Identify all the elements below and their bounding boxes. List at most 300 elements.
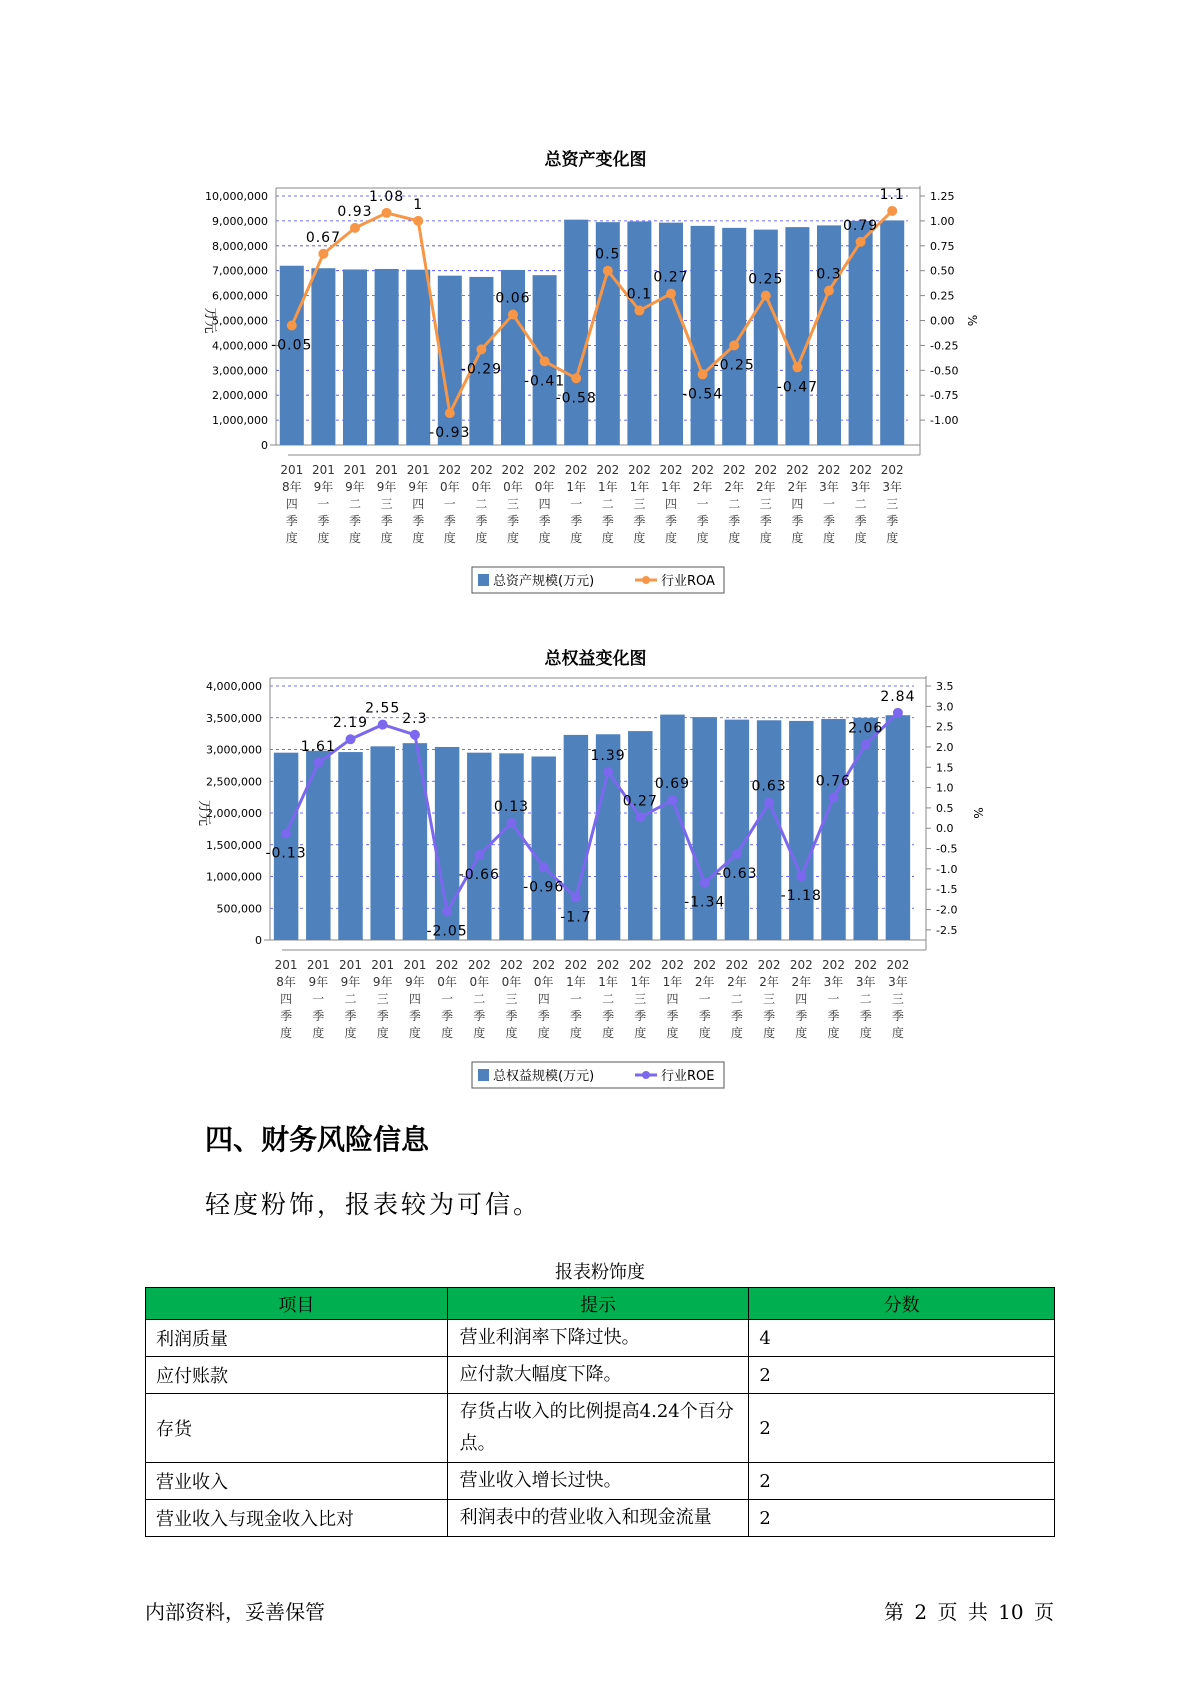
line-point: [318, 249, 328, 259]
data-label: 0.5: [595, 246, 621, 263]
right-tick-label: 0.50: [930, 264, 955, 278]
x-tick-label: 一: [312, 992, 325, 1006]
line-point: [698, 369, 708, 379]
x-tick-label: 度: [791, 531, 804, 545]
right-tick-label: 1.5: [936, 761, 954, 775]
x-tick-label: 度: [795, 1026, 808, 1040]
left-tick-label: 2,500,000: [206, 775, 262, 789]
data-label: -2.05: [426, 923, 468, 940]
x-tick-label: 季: [822, 514, 836, 528]
x-tick-label: 季: [569, 1009, 582, 1023]
x-tick-label: 201: [274, 958, 298, 972]
x-tick-label: 季: [730, 1009, 743, 1023]
x-tick-label: 202: [789, 958, 813, 972]
line-point: [350, 223, 360, 233]
line-point: [442, 907, 452, 917]
line-point: [634, 306, 644, 316]
x-tick-label: 0年: [471, 480, 492, 494]
line-point: [378, 720, 388, 730]
x-tick-label: 1年: [597, 480, 618, 494]
x-tick-label: 202: [596, 958, 620, 972]
x-tick-label: 9年: [405, 975, 425, 989]
line-point: [666, 289, 676, 299]
x-tick-label: 二: [348, 497, 362, 511]
x-tick-label: 四: [280, 992, 293, 1006]
line-point: [732, 849, 742, 859]
data-label: 0.1: [626, 286, 653, 303]
x-tick-label: 1年: [661, 480, 681, 494]
x-tick-label: 季: [344, 1009, 357, 1023]
legend-bar-label: 总权益规模(万元): [493, 1069, 595, 1084]
x-tick-label: 度: [506, 531, 520, 545]
x-tick-label: 季: [408, 1009, 421, 1023]
footer-page-number: 第 2 页 共 10 页: [884, 1600, 1054, 1624]
x-tick-label: 季: [538, 514, 551, 528]
x-tick-label: 202: [628, 958, 652, 972]
data-label: 0.3: [816, 266, 842, 283]
x-tick-label: 202: [564, 958, 588, 972]
section-heading: 四、财务风险信息: [205, 1123, 430, 1156]
x-tick-label: 二: [473, 992, 486, 1006]
bar: [789, 721, 813, 940]
bar: [338, 752, 362, 940]
chart-title-assets: 总资产变化图: [544, 150, 647, 170]
line-point: [861, 740, 871, 750]
x-tick-label: 季: [441, 1009, 454, 1023]
legend-bar-swatch: [478, 574, 489, 586]
right-tick-label: 0.25: [930, 289, 955, 303]
x-tick-label: 度: [763, 1026, 776, 1040]
right-tick-label: 1.0: [936, 781, 954, 795]
line-point: [824, 286, 834, 296]
x-tick-label: 季: [380, 514, 393, 528]
x-tick-label: 9年: [372, 975, 393, 989]
data-label: 0.76: [815, 773, 852, 790]
x-tick-label: 度: [317, 531, 330, 545]
line-point: [540, 356, 550, 366]
right-tick-label: 3.5: [936, 680, 954, 693]
x-tick-label: 2年: [791, 975, 812, 989]
x-tick-label: 度: [443, 531, 456, 545]
bar: [886, 715, 910, 940]
table-row: [146, 1463, 1055, 1500]
risk-table: [145, 1287, 1055, 1537]
x-tick-label: 8年: [276, 975, 296, 989]
x-tick-label: 季: [376, 1009, 389, 1023]
line-point: [474, 850, 484, 860]
x-tick-label: 季: [570, 514, 583, 528]
x-tick-label: 三: [886, 497, 899, 511]
row-hint: 营业收入增长过快。: [447, 1463, 749, 1500]
x-tick-label: 一: [827, 992, 840, 1006]
data-label: -0.25: [713, 357, 755, 374]
line-point: [571, 373, 581, 383]
x-tick-label: 四: [664, 497, 678, 511]
x-tick-label: 0年: [503, 480, 523, 494]
left-tick-label: 2,000,000: [206, 807, 262, 820]
x-tick-label: 202: [627, 463, 651, 477]
section-body: 轻度粉饰，报表较为可信。: [205, 1190, 542, 1219]
bar: [821, 719, 845, 940]
line-point: [796, 871, 806, 881]
row-item: 利润质量: [146, 1320, 448, 1357]
x-tick-label: 201: [306, 958, 330, 972]
data-label: 0.69: [654, 776, 691, 793]
bar: [311, 268, 335, 445]
chart-title-equity: 总权益变化图: [544, 649, 647, 669]
right-tick-label: 1.25: [930, 190, 955, 203]
data-label: 0.06: [495, 290, 531, 307]
x-tick-label: 202: [880, 463, 904, 477]
left-tick-label: 3,500,000: [206, 711, 262, 725]
line-point: [508, 310, 518, 320]
x-tick-label: 季: [473, 1009, 486, 1023]
line-point: [476, 344, 486, 354]
x-tick-label: 1年: [566, 975, 586, 989]
row-item: 营业收入: [146, 1463, 448, 1500]
line-point: [410, 730, 420, 740]
data-label: 0.25: [748, 271, 784, 288]
left-tick-label: 1,500,000: [206, 838, 262, 852]
data-label: -1.7: [560, 909, 592, 926]
x-tick-label: 四: [795, 992, 808, 1006]
x-tick-label: 一: [696, 497, 709, 511]
row-score: 2: [749, 1463, 1055, 1500]
left-tick-label: 3,000,000: [206, 743, 262, 757]
x-tick-label: 1年: [598, 975, 618, 989]
x-tick-label: 202: [596, 463, 620, 477]
left-tick-label: 7,000,000: [212, 264, 268, 278]
data-label: -0.13: [265, 845, 307, 862]
data-label: -0.47: [776, 379, 819, 396]
row-hint: 营业利润率下降过快。: [447, 1320, 749, 1357]
x-tick-label: 202: [659, 463, 683, 477]
data-label: 0.63: [751, 778, 787, 795]
line-point: [887, 206, 897, 216]
line-point: [856, 237, 866, 247]
left-tick-label: 8,000,000: [212, 239, 268, 253]
data-label: -0.29: [460, 361, 503, 378]
x-tick-label: 三: [376, 992, 389, 1006]
x-tick-label: 0年: [534, 480, 555, 494]
data-label: 0.79: [843, 217, 879, 234]
x-tick-label: 季: [696, 514, 709, 528]
x-tick-label: 3年: [888, 975, 908, 989]
line-point: [761, 291, 771, 301]
x-tick-label: 201: [375, 463, 399, 477]
x-tick-label: 度: [537, 1026, 550, 1040]
x-tick-label: 四: [412, 497, 425, 511]
x-tick-label: 2年: [692, 480, 713, 494]
line-point: [313, 758, 323, 768]
x-tick-label: 3年: [823, 975, 844, 989]
bar: [280, 266, 304, 445]
right-tick-label: -0.25: [930, 339, 959, 353]
right-tick-label: 2.0: [936, 740, 954, 754]
x-tick-label: 度: [633, 531, 646, 545]
left-axis-title: 万元: [196, 799, 211, 827]
row-item: 应付账款: [146, 1357, 448, 1394]
x-tick-label: 二: [602, 992, 615, 1006]
line-point: [346, 734, 356, 744]
left-tick-label: 3,000,000: [212, 364, 268, 378]
data-label: 0.27: [653, 269, 689, 286]
x-tick-label: 202: [438, 463, 462, 477]
x-tick-label: 度: [886, 531, 899, 545]
x-tick-label: 季: [443, 514, 456, 528]
left-tick-label: 1,000,000: [212, 414, 268, 428]
bar: [406, 270, 430, 445]
x-tick-label: 三: [506, 497, 520, 511]
x-tick-label: 202: [722, 463, 746, 477]
right-tick-label: -2.0: [936, 903, 958, 917]
x-tick-label: 度: [348, 531, 362, 545]
x-tick-label: 9年: [408, 480, 429, 494]
data-label: 1.61: [300, 738, 336, 755]
x-tick-label: 度: [380, 531, 393, 545]
x-tick-label: 202: [500, 958, 523, 972]
table-row: [146, 1320, 1055, 1357]
x-tick-label: 度: [728, 531, 741, 545]
data-label: 2.3: [402, 710, 428, 727]
x-tick-label: 三: [380, 497, 393, 511]
x-tick-label: 0年: [501, 975, 522, 989]
x-tick-label: 202: [754, 463, 778, 477]
x-tick-label: 季: [633, 514, 646, 528]
line-point: [792, 362, 802, 372]
x-tick-label: 度: [570, 531, 583, 545]
header-item: 项目: [146, 1288, 448, 1320]
x-tick-label: 季: [312, 1009, 325, 1023]
data-label: -0.96: [523, 879, 565, 896]
right-axis-title: %: [965, 314, 979, 327]
x-tick-label: 度: [891, 1026, 904, 1040]
left-tick-label: 0: [261, 439, 268, 452]
x-tick-label: 度: [538, 531, 551, 545]
x-tick-label: 季: [506, 514, 520, 528]
right-tick-label: 3.0: [936, 700, 954, 714]
x-tick-label: 三: [759, 497, 772, 511]
data-label: 1.1: [879, 186, 905, 203]
bar: [725, 720, 749, 940]
x-tick-label: 度: [859, 1026, 872, 1040]
left-axis-title: 万元: [202, 307, 217, 334]
x-tick-label: 一: [443, 497, 456, 511]
x-tick-label: 季: [601, 514, 614, 528]
bar: [343, 269, 367, 445]
x-tick-label: 度: [376, 1026, 389, 1040]
x-tick-label: 二: [730, 992, 743, 1006]
x-tick-label: 三: [763, 992, 776, 1006]
x-tick-label: 202: [533, 463, 557, 477]
x-tick-label: 度: [822, 531, 836, 545]
x-tick-label: 度: [569, 1026, 582, 1040]
x-tick-label: 季: [854, 514, 867, 528]
line-point: [729, 340, 739, 350]
footer-confidential: 内部资料，妥善保管: [145, 1600, 325, 1624]
legend-line-marker: [642, 1071, 650, 1079]
data-label: -0.63: [716, 865, 758, 882]
x-tick-label: 202: [886, 958, 910, 972]
bar: [817, 225, 841, 445]
x-tick-label: 二: [475, 497, 488, 511]
bar: [375, 269, 399, 445]
data-label: -1.34: [684, 894, 726, 911]
total-equity-chart: [0, 678, 1191, 1098]
data-label: 2.19: [332, 715, 369, 732]
x-tick-label: 一: [822, 497, 836, 511]
x-tick-label: 四: [791, 497, 804, 511]
x-tick-label: 度: [698, 1026, 711, 1040]
x-tick-label: 202: [467, 958, 491, 972]
line-point: [635, 812, 645, 822]
x-tick-label: 3年: [855, 975, 876, 989]
x-tick-label: 度: [696, 531, 709, 545]
row-hint: 利润表中的营业收入和现金流量: [447, 1500, 749, 1537]
bar: [531, 756, 555, 940]
x-tick-label: 202: [435, 958, 459, 972]
x-tick-label: 一: [569, 992, 582, 1006]
x-tick-label: 201: [403, 958, 427, 972]
x-tick-label: 季: [634, 1009, 647, 1023]
right-tick-label: 2.5: [936, 720, 954, 734]
x-tick-label: 季: [475, 514, 488, 528]
x-tick-label: 度: [664, 531, 678, 545]
x-tick-label: 202: [817, 463, 841, 477]
row-hint: 应付款大幅度下降。: [447, 1357, 749, 1394]
legend-bar-label: 总资产规模(万元): [493, 574, 595, 589]
left-tick-label: 4,000,000: [206, 680, 262, 693]
left-tick-label: 0: [255, 934, 262, 947]
x-tick-label: 度: [505, 1026, 518, 1040]
data-label: -0.66: [458, 867, 500, 884]
data-label: 1.08: [369, 188, 405, 205]
bar: [754, 230, 778, 445]
bar: [757, 720, 781, 940]
x-tick-label: 202: [693, 958, 717, 972]
data-label: -1.18: [780, 888, 822, 905]
x-tick-label: 202: [822, 958, 845, 972]
right-tick-label: 0.75: [930, 239, 955, 253]
x-tick-label: 四: [408, 992, 421, 1006]
x-tick-label: 季: [827, 1009, 840, 1023]
x-tick-label: 9年: [345, 480, 365, 494]
line-point: [603, 767, 613, 777]
x-tick-label: 202: [501, 463, 525, 477]
legend-line-label: 行业ROA: [661, 574, 715, 589]
right-tick-label: -1.5: [936, 883, 958, 897]
x-tick-label: 201: [311, 463, 335, 477]
x-tick-label: 季: [886, 514, 899, 528]
bar: [722, 228, 746, 445]
x-tick-label: 2年: [694, 975, 715, 989]
line-point: [539, 862, 549, 872]
row-score: 2: [749, 1394, 1055, 1463]
right-axis-title: %: [971, 807, 985, 819]
left-tick-label: 9,000,000: [212, 214, 268, 228]
data-label: 0.67: [305, 229, 341, 246]
x-tick-label: 四: [666, 992, 679, 1006]
row-score: 2: [749, 1357, 1055, 1394]
data-label: 2.84: [880, 688, 916, 705]
x-tick-label: 四: [538, 497, 551, 511]
x-tick-label: 三: [634, 992, 647, 1006]
bar: [660, 715, 684, 940]
x-tick-label: 度: [285, 531, 298, 545]
row-item: 存货: [146, 1394, 448, 1463]
bar: [564, 220, 588, 445]
x-tick-label: 一: [698, 992, 711, 1006]
line-point: [668, 795, 678, 805]
bar: [403, 743, 427, 940]
x-tick-label: 202: [849, 463, 873, 477]
x-tick-label: 一: [317, 497, 330, 511]
table-row: [146, 1500, 1055, 1537]
x-tick-label: 季: [859, 1009, 872, 1023]
x-tick-label: 度: [827, 1026, 840, 1040]
bar: [627, 221, 651, 445]
x-tick-label: 度: [344, 1026, 357, 1040]
table-header-row: [146, 1288, 1055, 1320]
x-tick-label: 202: [532, 958, 556, 972]
x-tick-label: 9年: [313, 480, 334, 494]
x-tick-label: 度: [730, 1026, 743, 1040]
data-label: -0.05: [271, 337, 313, 354]
right-tick-label: -0.5: [936, 842, 958, 856]
right-tick-label: -2.5: [936, 923, 958, 937]
data-label: 0.27: [622, 793, 658, 810]
left-tick-label: 500,000: [216, 902, 262, 916]
x-tick-label: 201: [343, 463, 367, 477]
line-point: [281, 829, 291, 839]
left-tick-label: 1,000,000: [206, 870, 262, 884]
left-tick-label: 2,000,000: [212, 389, 268, 403]
x-tick-label: 8年: [281, 480, 302, 494]
x-tick-label: 度: [412, 531, 425, 545]
x-tick-label: 季: [602, 1009, 615, 1023]
line-point: [700, 878, 710, 888]
right-tick-label: -1.0: [936, 862, 958, 876]
x-tick-label: 1年: [629, 480, 650, 494]
bar: [370, 746, 394, 940]
right-tick-label: -1.00: [930, 414, 959, 428]
row-score: 4: [749, 1320, 1055, 1357]
data-label: -0.58: [555, 390, 597, 407]
x-tick-label: 度: [634, 1026, 647, 1040]
x-tick-label: 2年: [724, 480, 745, 494]
line-point: [287, 320, 297, 330]
total-assets-chart: [0, 180, 1191, 600]
x-tick-label: 季: [280, 1009, 293, 1023]
x-tick-label: 季: [728, 514, 741, 528]
x-tick-label: 201: [339, 958, 362, 972]
x-tick-label: 202: [854, 958, 878, 972]
x-tick-label: 度: [475, 531, 488, 545]
x-tick-label: 季: [666, 1009, 679, 1023]
bar: [596, 734, 620, 940]
x-tick-label: 3年: [819, 480, 839, 494]
x-tick-label: 度: [473, 1026, 486, 1040]
table-row: [146, 1394, 1055, 1463]
line-point: [571, 892, 581, 902]
bar: [659, 223, 683, 445]
bar: [499, 753, 523, 940]
x-tick-label: 201: [371, 958, 395, 972]
line-point: [829, 792, 839, 802]
bar: [880, 220, 904, 445]
x-tick-label: 季: [505, 1009, 518, 1023]
x-tick-label: 202: [785, 463, 809, 477]
